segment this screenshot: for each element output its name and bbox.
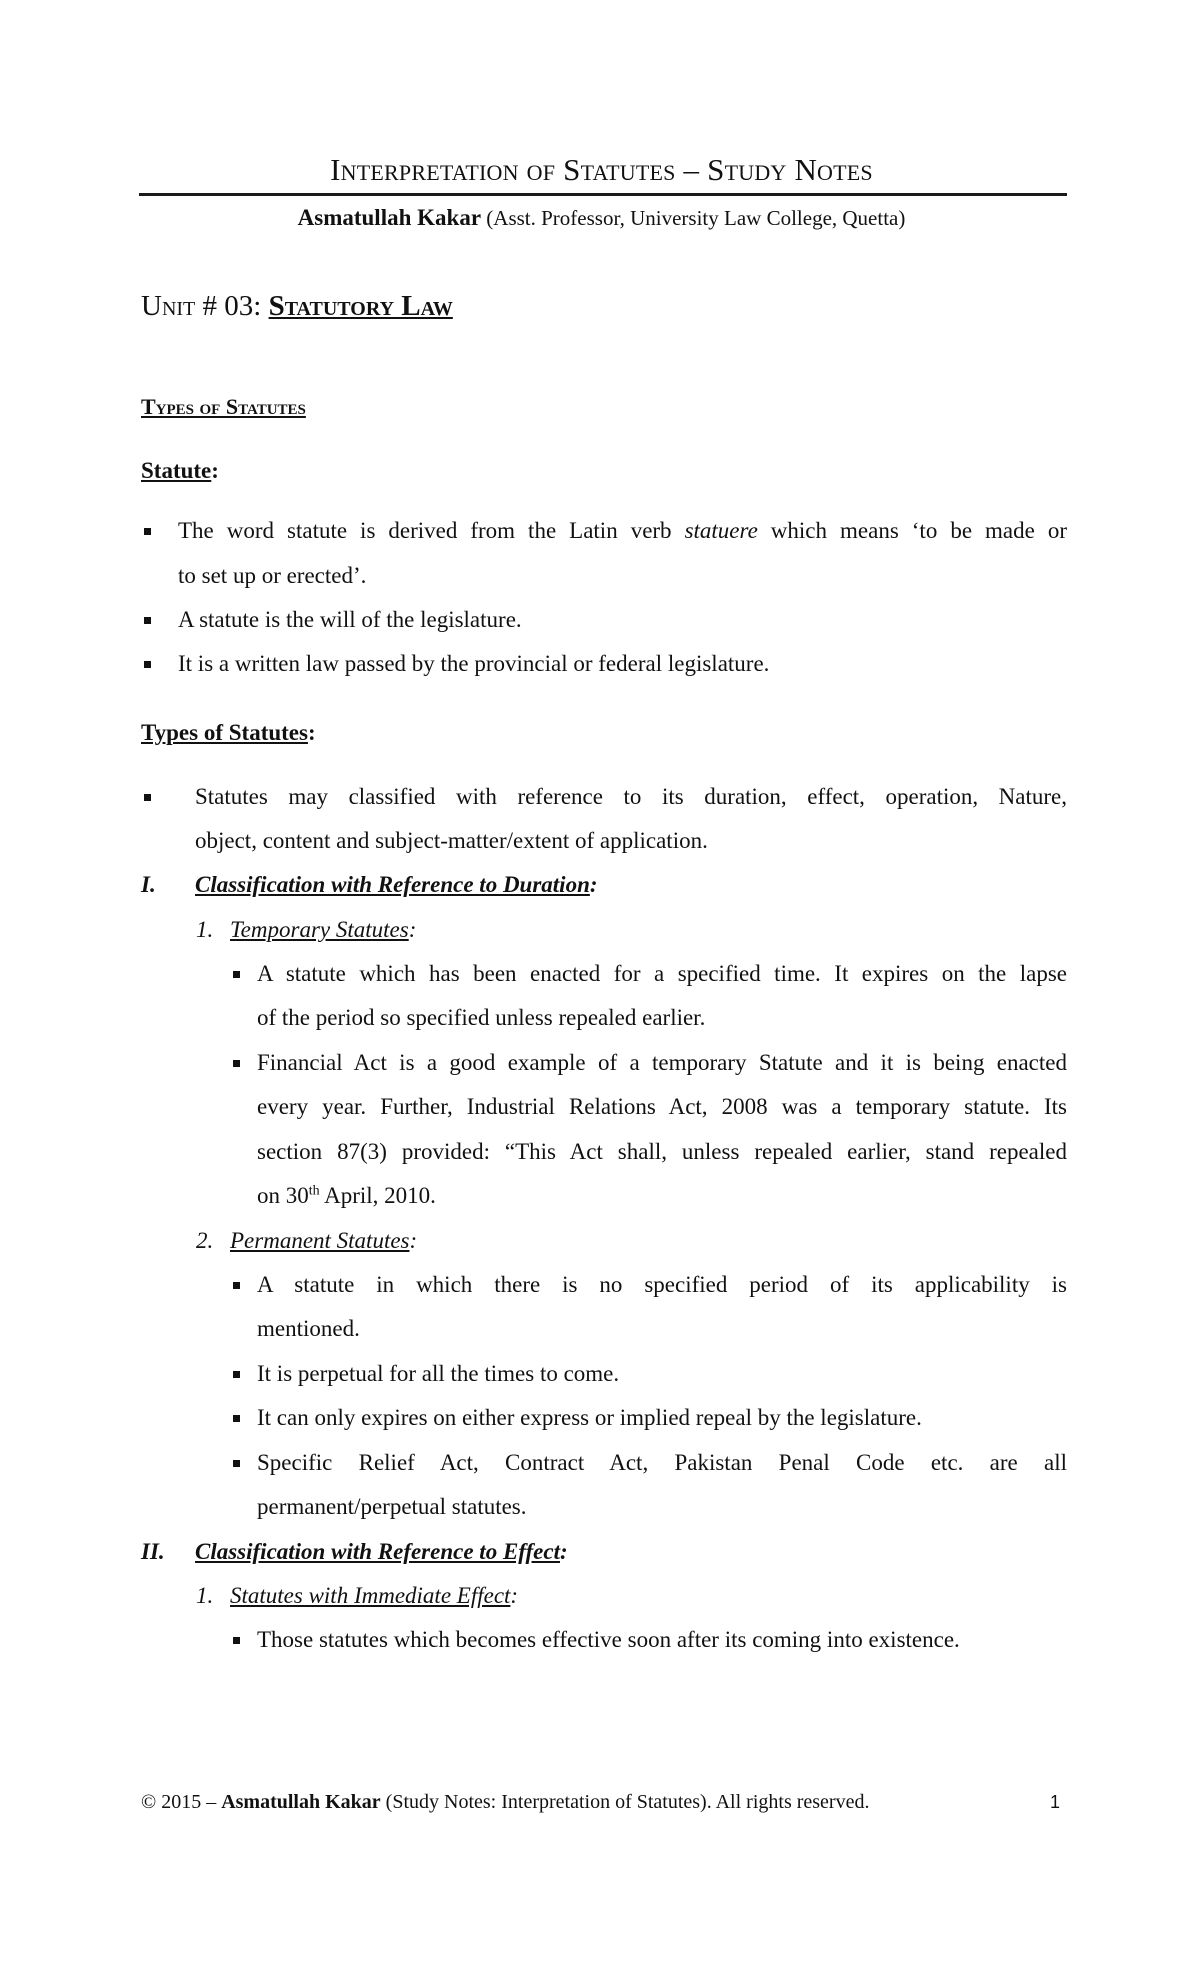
types-intro-line-2: object, content and subject-matter/extent of application. (195, 828, 708, 853)
bullet-marker (233, 1415, 240, 1422)
effect-classification-heading: Classification with Reference to Effect: (195, 1539, 568, 1564)
permanent-statutes-heading: Permanent Statutes: (230, 1228, 418, 1253)
bullet-marker (144, 528, 151, 535)
bullet-marker (233, 1637, 240, 1644)
footer-copyright: © 2015 – Asmatullah Kakar (Study Notes: Interpretation of Statutes). All rights reserved. (141, 1791, 870, 1813)
section-numeral-i: I. (141, 872, 156, 897)
statute-bullet-3: It is a written law passed by the provincial or federal legislature. (178, 651, 770, 676)
unit-heading (141, 287, 453, 325)
section-heading: Types of Statutes (141, 394, 306, 419)
author-affiliation: (Asst. Professor, University Law College, Quetta) (486, 206, 906, 230)
immediate-effect-heading: Statutes with Immediate Effect: (230, 1583, 519, 1608)
types-heading-text: Types of Statutes (141, 720, 308, 745)
temporary-bullet-2-line-3: section 87(3) provided: “This Act shall, unless repealed earlier, stand repealed (257, 1139, 1067, 1164)
temporary-bullet-2-line-1: Financial Act is a good example of a temporary Statute and it is being enacted (257, 1050, 1067, 1075)
bullet-marker (233, 1460, 240, 1467)
bullet-marker (233, 1060, 240, 1067)
temporary-bullet-2-line-4: on 30th April, 2010. (257, 1183, 436, 1208)
duration-classification-heading: Classification with Reference to Duration: (195, 872, 598, 897)
permanent-bullet-4-line-2: permanent/perpetual statutes. (257, 1494, 527, 1519)
author-line (139, 203, 1064, 233)
permanent-bullet-1-line-2: mentioned. (257, 1316, 360, 1341)
temporary-bullet-1-line-1: A statute which has been enacted for a specified time. It expires on the lapse (257, 961, 1067, 986)
statute-bullet-2: A statute is the will of the legislature. (178, 607, 522, 632)
bullet-marker (144, 661, 151, 668)
unit-title: Statutory Law (268, 290, 453, 322)
statute-heading-text: Statute (141, 458, 212, 483)
statute-bullet-1-line-1: The word statute is derived from the Latin verb statuere which means ‘to be made or (178, 518, 1067, 543)
statute-heading (141, 456, 219, 486)
document-title: Interpretation of Statutes – Study Notes (330, 152, 873, 187)
page-number: 1 (1050, 1792, 1061, 1812)
temporary-bullet-2-line-2: every year. Further, Industrial Relations Act, 2008 was a temporary statute. Its (257, 1094, 1067, 1119)
section-numeral-ii: II. (141, 1539, 165, 1564)
bullet-marker (144, 617, 151, 624)
title-rule (139, 193, 1067, 196)
types-heading-colon: : (307, 720, 316, 745)
types-intro-line-1: Statutes may classified with reference to its duration, effect, operation, Nature, (195, 784, 1067, 809)
immediate-bullet-1: Those statutes which becomes effective soon after its coming into existence. (257, 1627, 960, 1652)
item-number: 1. (196, 1583, 214, 1608)
item-number: 1. (196, 917, 214, 942)
author-name: Asmatullah Kakar (297, 205, 482, 230)
bullet-marker (144, 794, 151, 801)
types-heading (141, 718, 316, 748)
statute-heading-colon: : (211, 458, 219, 483)
permanent-bullet-1-line-1: A statute in which there is no specified period of its applicability is (257, 1272, 1067, 1297)
bullet-marker (233, 1282, 240, 1289)
bullet-marker (233, 971, 240, 978)
item-number: 2. (196, 1228, 214, 1253)
statute-bullet-1-line-2: to set up or erected’. (178, 563, 367, 588)
temporary-bullet-1-line-2: of the period so specified unless repealed earlier. (257, 1005, 706, 1030)
bullet-marker (233, 1371, 240, 1378)
permanent-bullet-2: It is perpetual for all the times to come. (257, 1361, 620, 1386)
unit-prefix: Unit # 03: (141, 290, 269, 322)
temporary-statutes-heading: Temporary Statutes: (230, 917, 417, 942)
permanent-bullet-4-line-1: Specific Relief Act, Contract Act, Pakistan Penal Code etc. are all (257, 1450, 1067, 1475)
permanent-bullet-3: It can only expires on either express or implied repeal by the legislature. (257, 1405, 922, 1430)
